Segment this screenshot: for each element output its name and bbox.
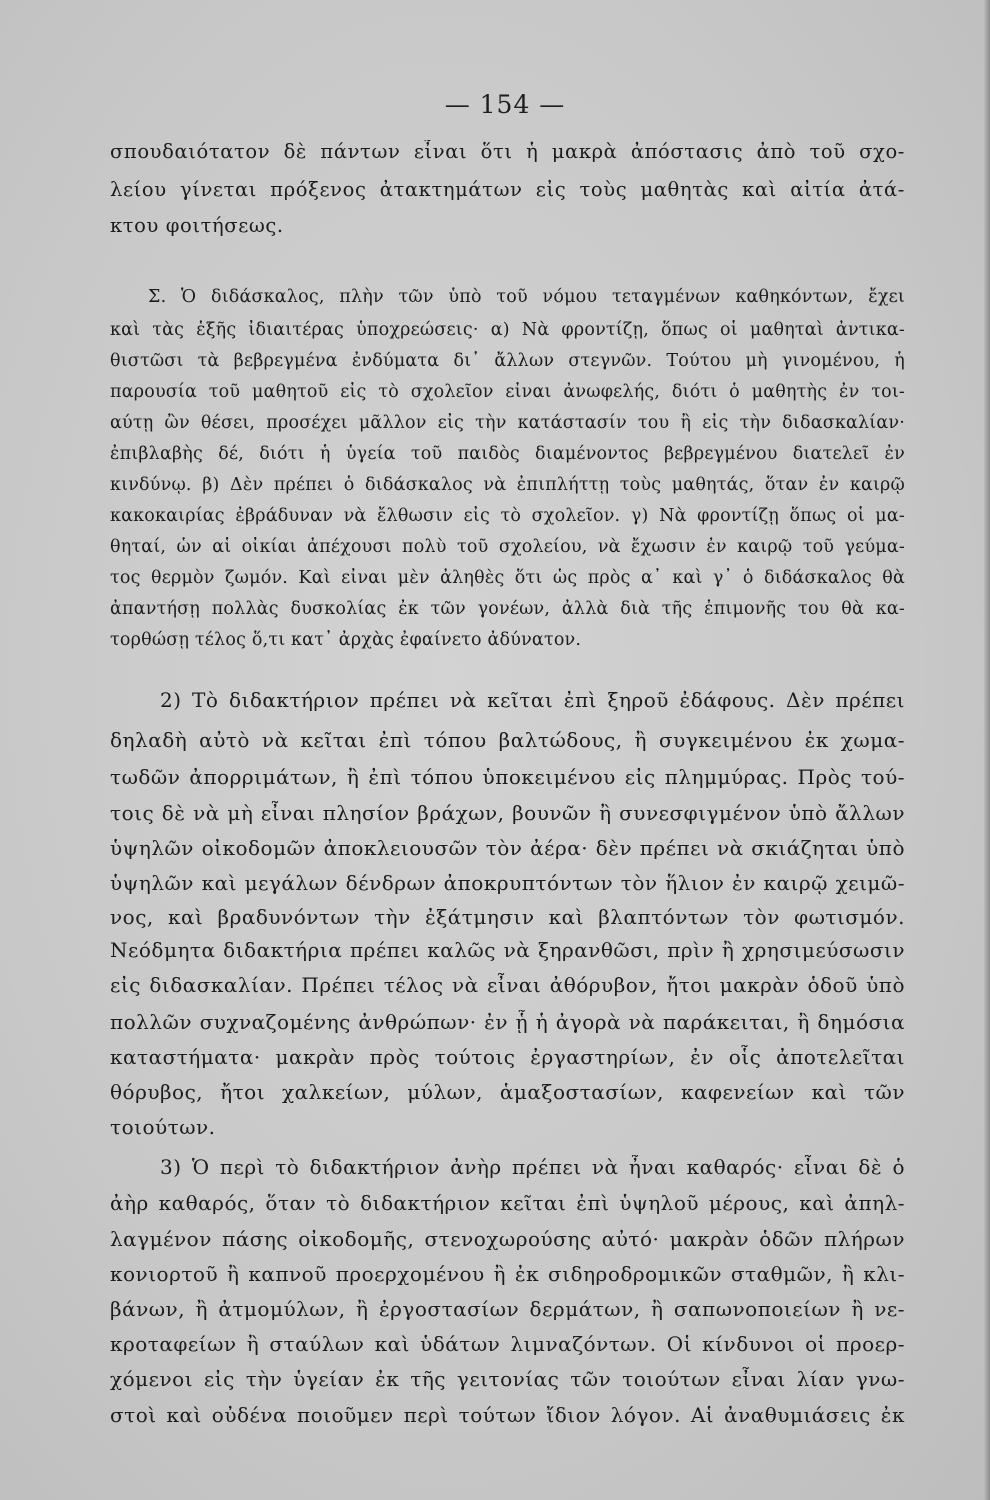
section3-line: κονιορτοῦ ἢ καπνοῦ προερχομένου ἢ ἐκ σιδηροδρομικῶν σταθμῶν, ἢ κλι- bbox=[110, 1262, 905, 1286]
note-line: θηταί, ὧν αἱ οἰκίαι ἀπέχουσι πολὺ τοῦ σχολείου, νὰ ἔχωσιν ἐν καιρῷ τοῦ γεύμα- bbox=[110, 537, 905, 557]
note-line: καὶ τὰς ἑξῆς ἰδιαιτέρας ὑποχρεώσεις· α) Νὰ φροντίζῃ, ὅπως οἱ μαθηταὶ ἀντικα- bbox=[110, 320, 905, 340]
section2-line: δηλαδὴ αὐτὸ νὰ κεῖται ἐπὶ τόπου βαλτώδους, ἢ συγκειμένου ἐκ χωμα- bbox=[110, 728, 905, 752]
section3-line: χόμενοι εἰς τὴν ὑγείαν ἐκ τῆς γειτονίας τῶν τοιούτων εἶναι λίαν γνω- bbox=[110, 1367, 905, 1391]
section2-line: τωδῶν ἀπορριμάτων, ἢ ἐπὶ τόπου ὑποκειμένου εἰς πλημμύρας. Πρὸς τού- bbox=[110, 765, 905, 789]
section2-line: καταστήματα· μακρὰν πρὸς τούτοις ἐργαστηρίων, ἐν οἷς ἀποτελεῖται bbox=[110, 1045, 905, 1069]
section3-line: λαγμένον πάσης οἰκοδομῆς, στενοχωρούσης αὐτό· μακρὰν ὁδῶν πλήρων bbox=[110, 1227, 905, 1251]
note-line: Σ. Ὁ διδάσκαλος, πλὴν τῶν ὑπὸ τοῦ νόμου τεταγμένων καθηκόντων, ἔχει bbox=[148, 287, 905, 307]
section3-line: βάνων, ἢ ἀτμομύλων, ἢ ἐργοστασίων δερμάτων, ἢ σαπωνοποιείων ἢ νε- bbox=[110, 1297, 905, 1321]
note-line: αύτῃ ὢν θέσει, προσέχει μᾶλλον εἰς τὴν κατάστασίν του ἢ εἰς τὴν διδασκαλίαν· bbox=[110, 413, 905, 433]
section2-line: τοις δὲ νὰ μὴ εἶναι πλησίον βράχων, βουνῶν ἢ συνεσφιγμένον ὑπὸ ἄλλων bbox=[110, 801, 905, 825]
note-line: ἀπαντήσῃ πολλὰς δυσκολίας ἐκ τῶν γονέων, ἀλλὰ διὰ τῆς ἐπιμονῆς του θὰ κα- bbox=[110, 599, 905, 619]
section3-line: 3) Ὁ περὶ τὸ διδακτήριον ἀνὴρ πρέπει νὰ ἦναι καθαρός· εἶναι δὲ ὁ bbox=[160, 1155, 905, 1179]
section2-line: ὑψηλῶν οἰκοδομῶν ἀποκλειουσῶν τὸν ἀέρα· δὲν πρέπει νὰ σκιάζηται ὑπὸ bbox=[110, 836, 905, 860]
section2-line: πολλῶν συχναζομένης ἀνθρώπων· ἐν ᾗ ἡ ἀγορὰ νὰ παράκειται, ἢ δημόσια bbox=[110, 1010, 905, 1034]
section2-line: εἰς διδασκαλίαν. Πρέπει τέλος νὰ εἶναι ἀθόρυβον, ἤτοι μακρὰν ὁδοῦ ὑπὸ bbox=[110, 973, 905, 997]
note-line: ἐπιβλαβὴς δέ, διότι ἡ ὑγεία τοῦ παιδὸς διαμένοντος βεβρεγμένου διατελεῖ ἐν bbox=[110, 444, 905, 464]
note-line: παρουσία τοῦ μαθητοῦ εἰς τὸ σχολεῖον εἶναι ἀνωφελής, διότι ὁ μαθητὴς ἐν τοι- bbox=[110, 382, 905, 402]
note-line: τος θερμὸν ζωμόν. Καὶ εἶναι μὲν ἀληθὲς ὅτι ὡς πρὸς α᾿ καὶ γ᾿ ὁ διδάσκαλος θὰ bbox=[110, 568, 905, 588]
section2-line: θόρυβος, ἤτοι χαλκείων, μύλων, ἁμαξοστασίων, καφενείων καὶ τῶν bbox=[110, 1080, 905, 1104]
note-line: θιστῶσι τὰ βεβρεγμένα ἐνδύματα δι᾿ ἄλλων στεγνῶν. Τούτου μὴ γινομένου, ἡ bbox=[110, 351, 905, 371]
intro-line: λείου γίνεται πρόξενος ἀτακτημάτων εἰς τοὺς μαθητὰς καὶ αἰτία ἀτά- bbox=[110, 178, 905, 201]
note-line: τορθώσῃ τέλος ὅ,τι κατ᾿ ἀρχὰς ἐφαίνετο ἀδύνατον. bbox=[110, 630, 582, 650]
section3-line: κροταφείων ἢ σταύλων καὶ ὑδάτων λιμναζόντων. Οἱ κίνδυνοι οἱ προερ- bbox=[110, 1332, 905, 1356]
page-number: — 154 — bbox=[444, 90, 566, 119]
section2-line: 2) Τὸ διδακτήριον πρέπει νὰ κεῖται ἐπὶ ξηροῦ ἐδάφους. Δὲν πρέπει bbox=[160, 688, 905, 712]
page-edge-shadow bbox=[984, 0, 990, 1500]
note-line: κακοκαιρίας ἐβράδυναν νὰ ἔλθωσιν εἰς τὸ σχολεῖον. γ) Νὰ φροντίζῃ ὅπως οἱ μα- bbox=[110, 506, 905, 526]
section2-line: τοιούτων. bbox=[110, 1115, 216, 1139]
section2-line: Νεόδμητα διδακτήρια πρέπει καλῶς νὰ ξηρανθῶσι, πρὶν ἢ χρησιμεύσωσιν bbox=[110, 938, 905, 962]
section2-line: ὑψηλῶν καὶ μεγάλων δένδρων ἀποκρυπτόντων τὸν ἥλιον ἐν καιρῷ χειμῶ- bbox=[110, 871, 905, 895]
intro-line: σπουδαιότατον δὲ πάντων εἶναι ὅτι ἡ μακρὰ ἀπόστασις ἀπὸ τοῦ σχο- bbox=[110, 140, 905, 163]
section2-line: νος, καὶ βραδυνόντων τὴν ἐξάτμησιν καὶ βλαπτόντων τὸν φωτισμόν. bbox=[110, 905, 905, 929]
intro-line: κτου φοιτήσεως. bbox=[110, 214, 284, 237]
section3-line: ἀὴρ καθαρός, ὅταν τὸ διδακτήριον κεῖται ἐπὶ ὑψηλοῦ μέρους, καὶ ἀπηλ- bbox=[110, 1191, 905, 1215]
section3-line: στοὶ καὶ οὐδένα ποιοῦμεν περὶ τούτων ἴδιον λόγον. Αἱ ἀναθυμιάσεις ἐκ bbox=[110, 1403, 905, 1427]
note-line: κινδύνῳ. β) Δὲν πρέπει ὁ διδάσκαλος νὰ ἐπιπλήττῃ τοὺς μαθητάς, ὅταν ἐν καιρῷ bbox=[110, 475, 905, 495]
